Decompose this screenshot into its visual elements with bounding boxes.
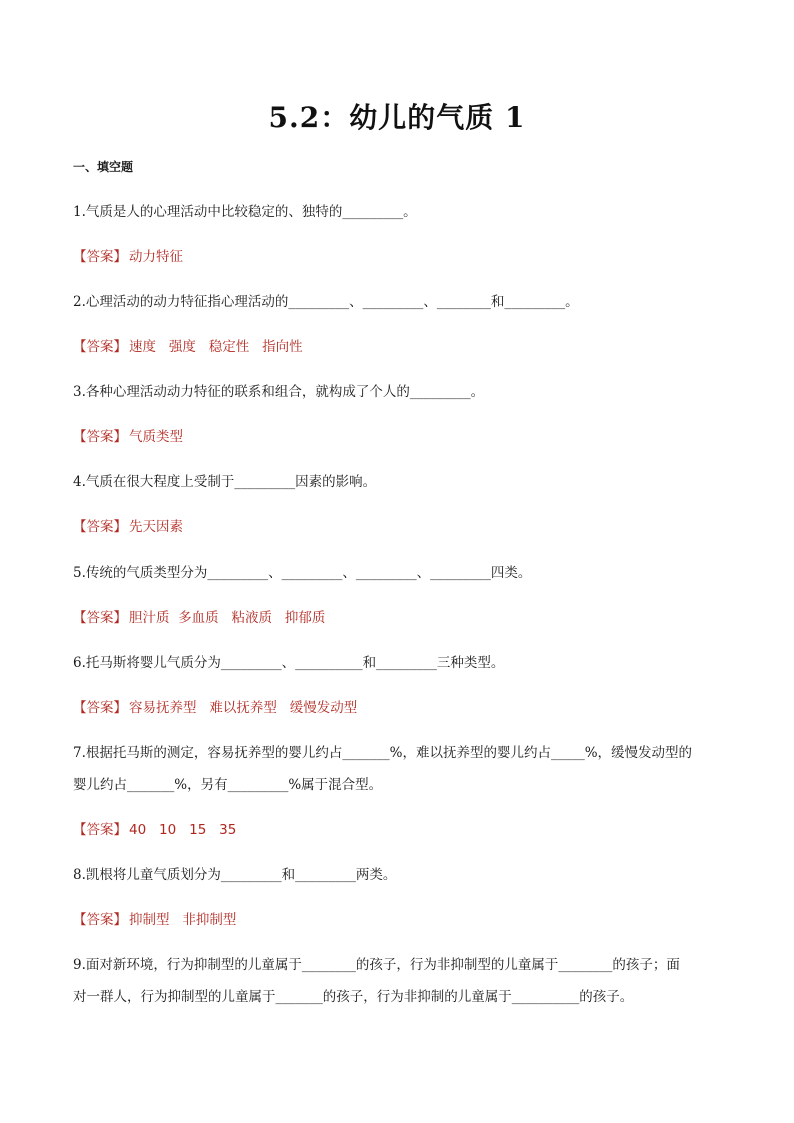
question-6: 6.托马斯将婴儿气质分为_________、__________和_________三种类型。 [73,655,505,671]
answer-8 [73,904,723,936]
answer-text: 气质类型 [129,429,183,445]
question-2: 2.心理活动的动力特征指心理活动的_________、_________、________和_________。 [73,294,579,310]
answer-tag: 【答案】 [73,249,127,265]
question-7-line-2: 婴儿约占_______%，另有_________%属于混合型。 [73,777,383,793]
answer-tag: 【答案】 [73,822,127,838]
answer-tag: 【答案】 [73,912,127,928]
answer-7 [73,814,723,846]
answer-6 [73,692,723,724]
answer-4 [73,511,723,543]
question-9-line-2: 对一群人，行为抑制型的儿童属于_______的孩子，行为非抑制的儿童属于__________的孩子。 [73,989,634,1005]
answer-1 [73,241,723,273]
question-3: 3.各种心理活动动力特征的联系和组合，就构成了个人的_________。 [73,384,485,400]
page-title: 5.2：幼儿的气质 1 [268,101,526,134]
answer-3 [73,421,723,453]
answer-2 [73,331,723,363]
answer-text: 容易抚养型 难以抚养型 缓慢发动型 [129,700,358,716]
answer-text: 先天因素 [129,519,183,535]
answer-tag: 【答案】 [73,610,127,626]
question-7-line-1: 7.根据托马斯的测定，容易抚养型的婴儿约占_______%，难以抚养型的婴儿约占_____%，缓慢发动型的 [73,745,693,761]
answer-text: 动力特征 [129,249,183,265]
question-5: 5.传统的气质类型分为_________、_________、_________、_________四类。 [73,565,532,581]
answer-tag: 【答案】 [73,519,127,535]
question-9-line-1: 9.面对新环境，行为抑制型的儿童属于________的孩子，行为非抑制型的儿童属于________的孩子；面 [73,957,680,973]
answer-tag: 【答案】 [73,429,127,445]
question-8: 8.凯根将儿童气质划分为_________和_________两类。 [73,867,397,883]
answer-tag: 【答案】 [73,339,127,355]
answer-text: 速度 强度 稳定性 指向性 [129,339,303,355]
question-4: 4.气质在很大程度上受制于_________因素的影响。 [73,474,377,490]
answer-text: 胆汁质 多血质 粘液质 抑郁质 [129,610,326,626]
answer-5 [73,602,723,634]
answer-text: 抑制型 非抑制型 [129,912,237,928]
question-1: 1.气质是人的心理活动中比较稳定的、独特的_________。 [73,204,417,220]
answer-text: 40 10 15 35 [129,822,237,838]
answer-tag: 【答案】 [73,700,127,716]
section-heading: 一、填空题 [73,160,134,174]
